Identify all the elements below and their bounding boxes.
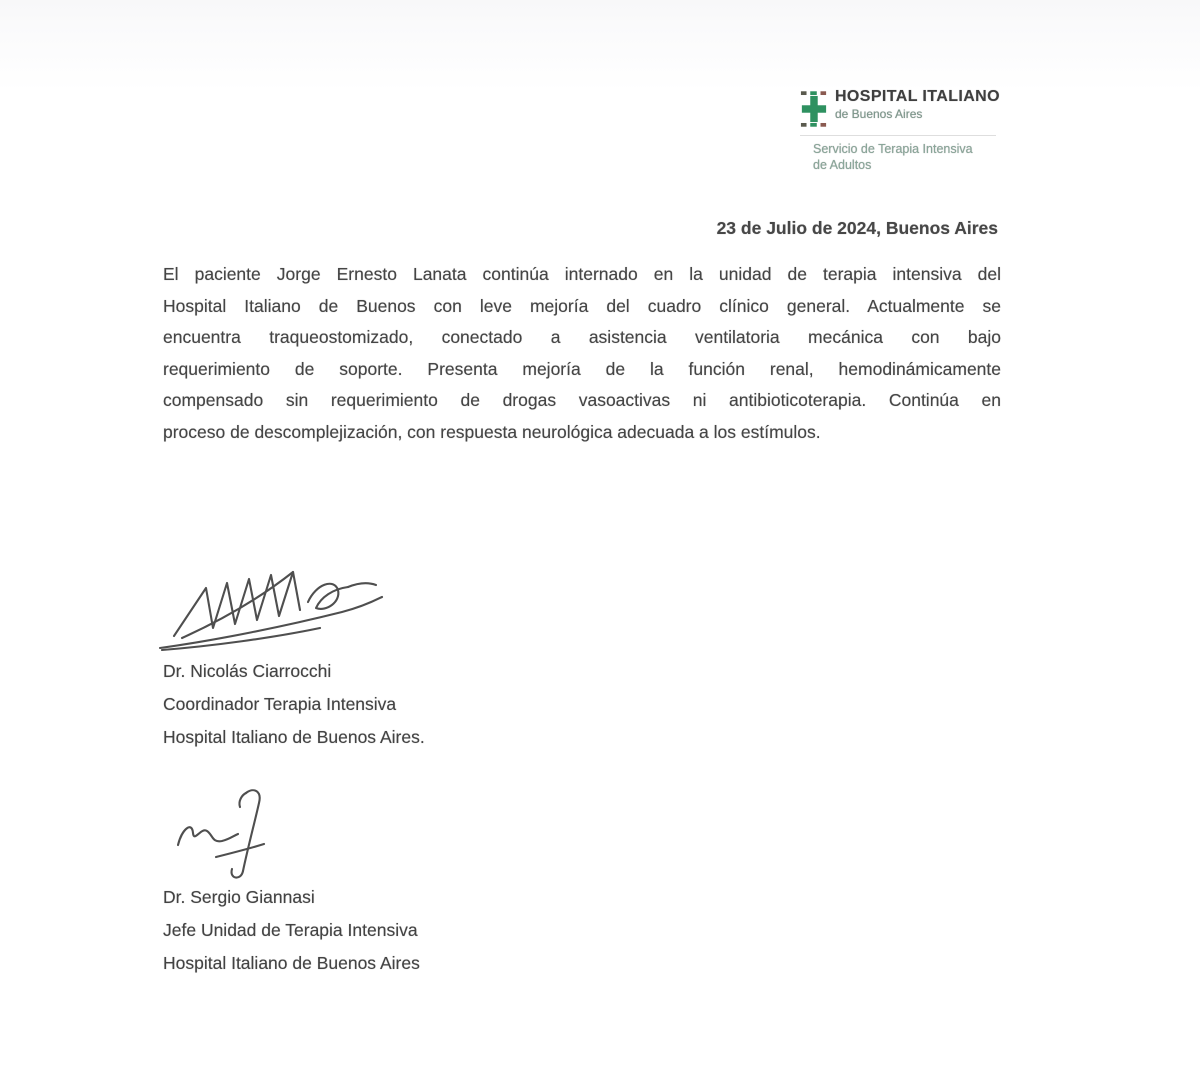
hospital-logo [800,88,1000,173]
logo-text [835,88,1000,121]
signature-ciarrocchi [156,560,394,655]
signatory-title: Coordinador Terapia Intensiva [163,693,397,714]
body-paragraph [163,259,1001,448]
signature-giannasi [172,785,276,881]
date-line: 23 de Julio de 2024, Buenos Aires [716,218,998,238]
signatory-name: Dr. Sergio Giannasi [163,887,315,907]
body-line: encuentra traqueostomizado, conectado a asistencia ventilatoria mecánica con bajo [163,327,1001,347]
body-line: compensado sin requerimiento de drogas vasoactivas ni antibioticoterapia. Continúa en [163,390,1001,410]
signatory-title: Jefe Unidad de Terapia Intensiva [163,919,418,940]
signatory-name: Dr. Nicolás Ciarrocchi [163,661,332,681]
signatory-block [163,655,425,753]
signatory-org: Hospital Italiano de Buenos Aires. [163,726,425,747]
signatory-block [163,881,420,979]
logo-row [800,88,1000,130]
signatory-org: Hospital Italiano de Buenos Aires [163,952,420,973]
logo-service-line-2: de Adultos [813,158,872,172]
body-line: proceso de descomplejización, con respuesta neurológica adecuada a los estímulos. [163,421,821,442]
body-line: Hospital Italiano de Buenos con leve mejoría del cuadro clínico general. Actualmente se [163,295,1001,316]
logo-divider [800,135,996,136]
logo-hospital-subname: de Buenos Aires [834,107,923,121]
hospital-cross-icon [800,88,828,130]
body-line: requerimiento de soporte. Presenta mejoría de la función renal, hemodinámicamente [163,358,1001,379]
logo-service-line-1: Servicio de Terapia Intensiva [813,142,973,156]
logo-hospital-name: HOSPITAL ITALIANO [834,88,1000,105]
body-line: El paciente Jorge Ernesto Lanata continúa internado en la unidad de terapia intensiva del [163,264,1001,284]
